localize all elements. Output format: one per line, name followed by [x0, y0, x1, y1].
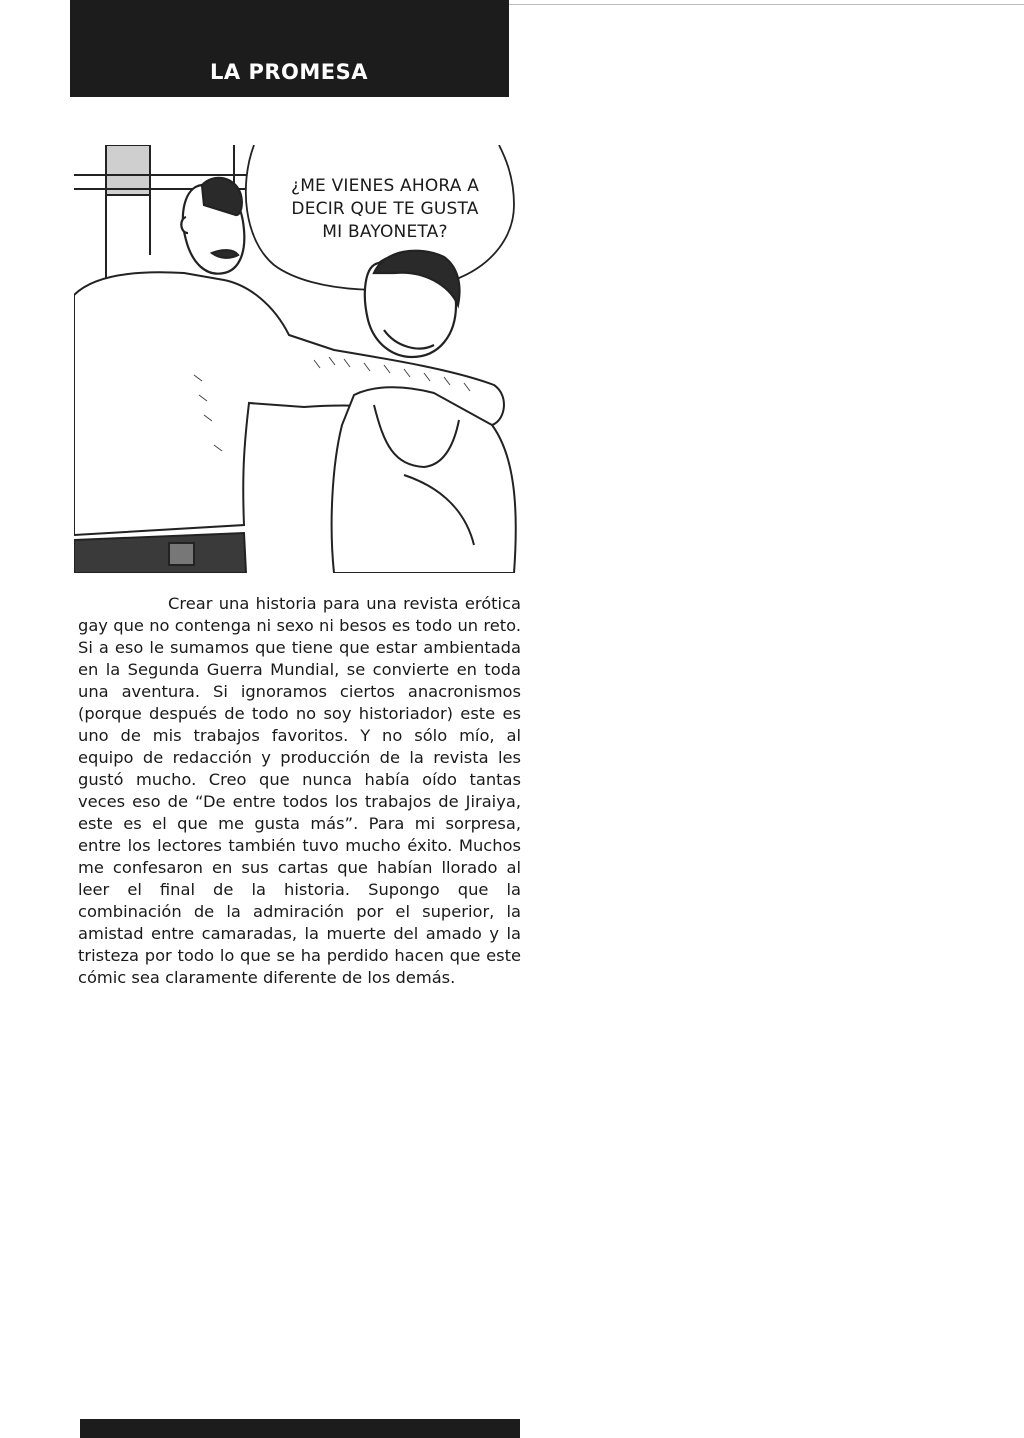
bottom-bar — [80, 1419, 520, 1438]
article-body — [78, 593, 521, 989]
article-body-text: Crear una historia para una revista erótica gay que no contenga ni sexo ni besos es todo un reto. Si a eso le sumamos que tiene que estar ambientada en la Segunda Guerra Mundial, se convierte en toda una aventura. Si ignoramos ciertos anacronismos (porque después de todo no soy historiador) este es uno de mis trabajos favoritos. Y no sólo mío, al equipo de redacción y producción de la revista les gustó mucho. Creo que nunca había oído tantas veces eso de “De entre todos los trabajos de Jiraiya, este es el que me gusta más”. Para mi sorpresa, entre los lectores también tuvo mucho éxito. Muchos me confesaron en sus cartas que habían llorado al leer el final de la historia. Supongo que la combinación de la admiración por el superior, la amistad entre camaradas, la muerte del amado y la tristeza por todo lo que se ha perdido hacen que este cómic sea claramente diferente de los demás. — [78, 594, 521, 987]
speech-line: ¿ME VIENES AHORA A — [290, 176, 480, 196]
speech-line: MI BAYONETA? — [322, 222, 448, 242]
header-bar — [70, 0, 509, 97]
comic-panel — [74, 145, 522, 573]
speech-bubble-text — [270, 175, 500, 244]
speech-line: DECIR QUE TE GUSTA — [291, 199, 479, 219]
page-title: LA PROMESA — [210, 60, 368, 84]
top-rule — [508, 4, 1024, 5]
